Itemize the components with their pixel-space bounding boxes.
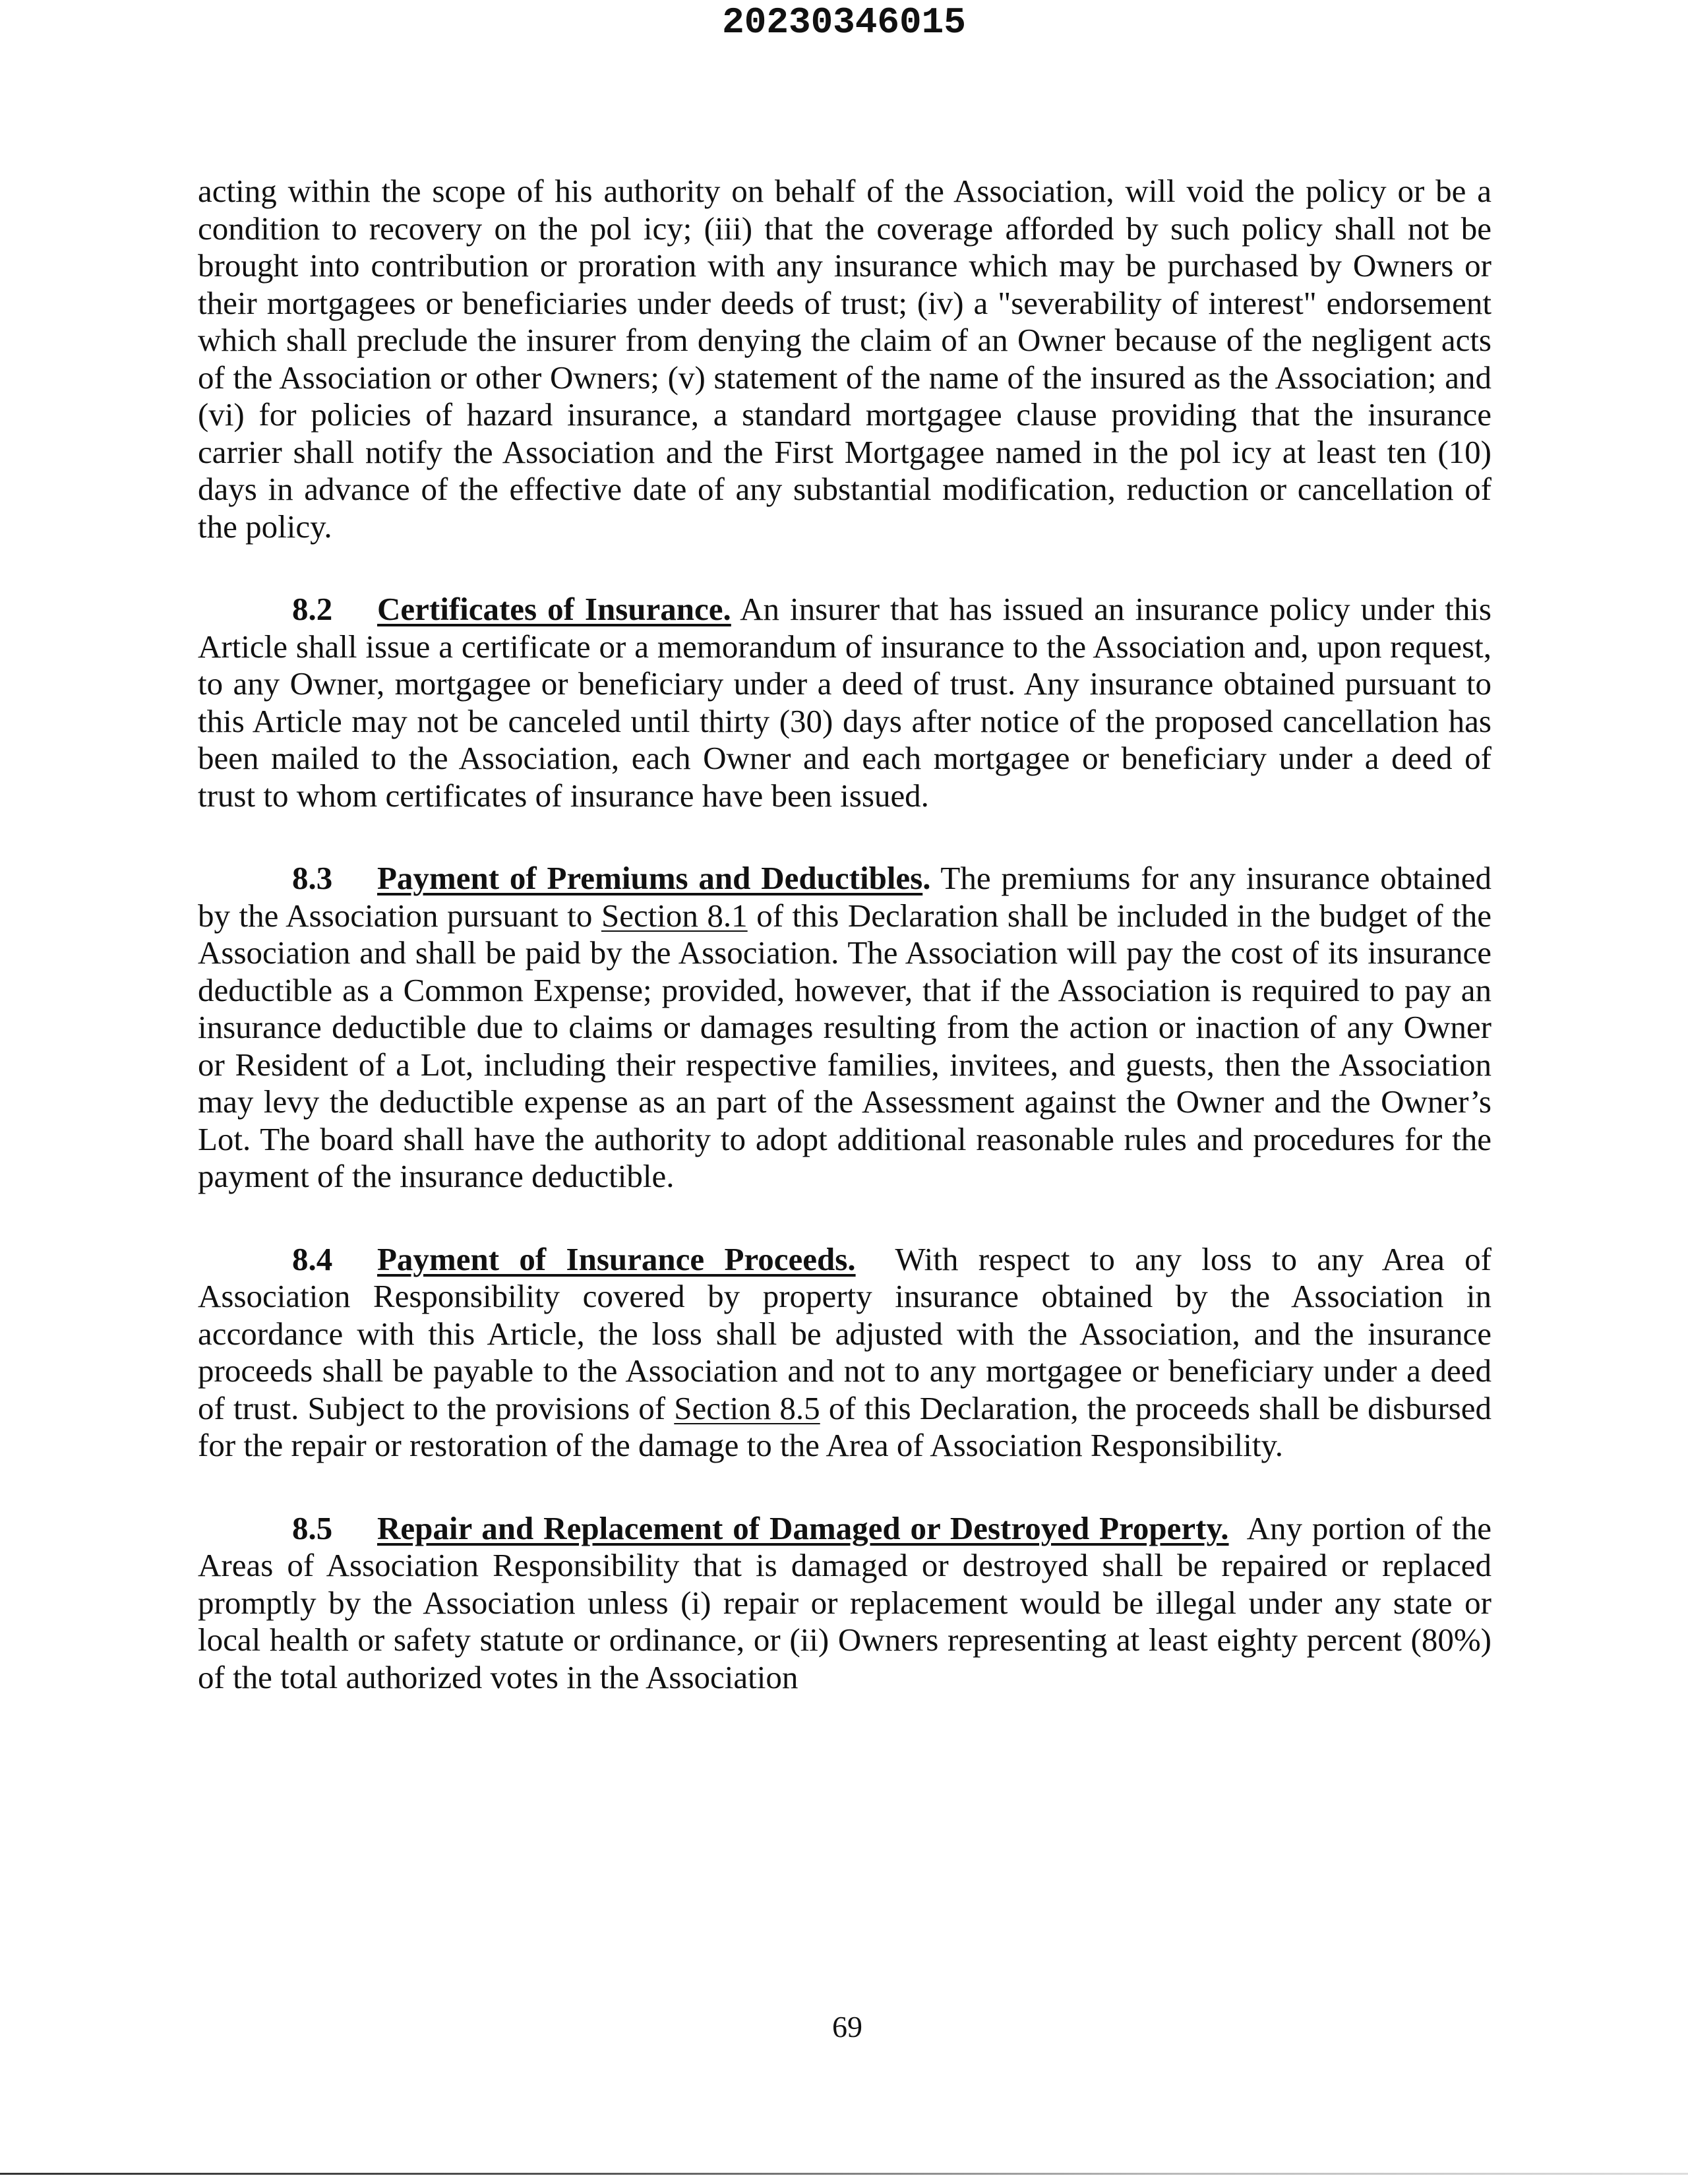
section-8-2	[198, 591, 1492, 814]
section-title: Payment of Premiums and Deductibles	[377, 860, 923, 896]
paragraph-text: Any portion of the Areas of Association Responsibility that is damaged or destroyed shall be repaired or replaced promptly by the Association unless (i) repair or replacement would be illegal under any state or local health or safety statute or ordinance, or (ii) Owners representing at least eighty percent (80%) of the total authorized votes in the Association	[198, 1509, 1500, 1695]
paragraph-text: The premiums for any insurance obtained by the Association pursuant to	[198, 860, 1492, 934]
page-bottom-edge-divider	[0, 2173, 1688, 2175]
section-number: 8.5	[292, 1509, 333, 1546]
section-number: 8.3	[292, 860, 333, 896]
paragraph-text: acting within the scope of his authority on behalf of the Association, will void the policy or be a condition to recovery on the pol icy; (iii) that the coverage afforded by such policy shall not be brought into contribution or proration with any insurance which may be purchased by Owners or their mortgagees or beneficiaries under deeds of trust; (iv) a "severability of interest" endorsement which shall preclude the insurer from denying the claim of an Owner because of the negligent acts of the Association or other Owners; (v) statement of the name of the insured as the Association; and (vi) for policies of hazard insurance, a standard mortgagee clause providing that the insurance carrier shall notify the Association and the First Mortgagee named in the pol icy at least ten (10) days in advance of the effective date of any substantial modification, reduction or cancellation of the policy.	[198, 173, 1492, 545]
section-8-5	[198, 1509, 1500, 1697]
section-number: 8.2	[292, 591, 333, 627]
page-body	[198, 173, 1500, 1742]
section-8-3	[198, 860, 1492, 1196]
paragraph-text: An insurer that has issued an insurance policy under this Article shall issue a certificate or a memorandum of insurance to the Association and, upon request, to any Owner, mortgagee or beneficiary under a deed of trust. Any insurance obtained pursuant to this Article may not be canceled until thirty (30) days after notice of the proposed cancellation has been mailed to the Association, each Owner and each mortgagee or beneficiary under a deed of trust to whom certificates of insurance have been issued.	[198, 591, 1492, 814]
section-8-1-continuation	[198, 173, 1492, 545]
paragraph-text: of this Declaration shall be included in the budget of the Association and shall be paid by the Association. The Association will pay the cost of its insurance deductible as a Common Expense; provided, however, that if the Association is required to pay an insurance deductible due to claims or damages resulting from the action or inaction of any Owner or Resident of a Lot, including their respective families, invitees, and guests, then the Association may levy the deductible expense as an part of the Assessment against the Owner and the Owner’s Lot. The board shall have the authority to adopt additional reasonable rules and procedures for the payment of the insurance deductible.	[198, 897, 1492, 1194]
section-title: Payment of Insurance Proceeds.	[377, 1240, 856, 1277]
section-title-period: .	[922, 860, 931, 896]
paragraph-text: of this Declaration, the proceeds shall be disbursed for the repair or restoration of the damage to the Area of Association Responsibility.	[198, 1389, 1492, 1463]
section-number: 8.4	[292, 1240, 333, 1277]
section-title: Repair and Replacement of Damaged or Destroyed Property.	[377, 1509, 1229, 1546]
section-reference-link[interactable]: Section 8.1	[601, 897, 748, 934]
section-title: Certificates of Insurance.	[377, 591, 731, 627]
page-number: 69	[832, 2010, 862, 2044]
paragraph-text: With respect to any loss to any Area of Association Responsibility covered by property insurance obtained by the Association in accordance with this Article, the loss shall be adjusted with the Association, and the insurance proceeds shall be payable to the Association and not to any mortgagee or beneficiary under a deed of trust. Subject to the provisions of	[198, 1240, 1500, 1426]
section-8-4	[198, 1240, 1500, 1465]
document-number: 20230346015	[722, 1, 966, 44]
section-reference-link[interactable]: Section 8.5	[674, 1389, 820, 1426]
